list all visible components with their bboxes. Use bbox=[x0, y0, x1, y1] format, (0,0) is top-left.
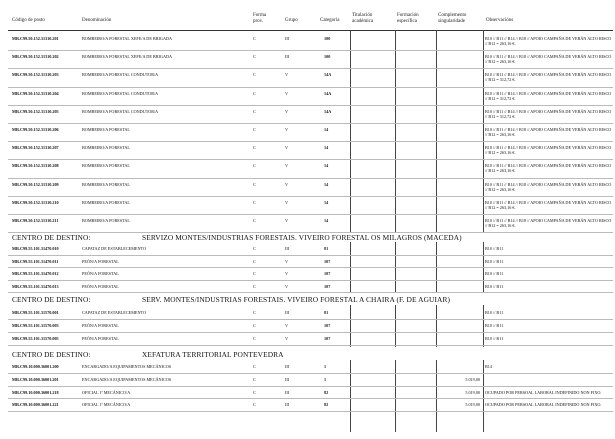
categoria: 14 bbox=[324, 145, 329, 151]
denominacion: ENCARGADO/A EQUIPAMENTOS MECÁNICOS bbox=[82, 376, 172, 382]
denominacion: OFICIAL 1ª MECÁNICO/A bbox=[82, 402, 131, 408]
header-titulacion: Titulación académica bbox=[352, 13, 374, 24]
observacions: B10 // B11 bbox=[485, 310, 504, 315]
header-grupo: Grupo bbox=[285, 18, 298, 23]
grupo: III bbox=[285, 310, 290, 315]
grupo: V bbox=[285, 145, 289, 151]
table-row bbox=[0, 142, 615, 160]
denominacion: PEÓN/A FORESTAL bbox=[82, 271, 119, 276]
denominacion: PEÓN/A FORESTAL bbox=[82, 336, 119, 341]
denominacion: OFICIAL 1ª MECÁNICO/A bbox=[82, 389, 131, 395]
denominacion: PEÓN/A FORESTAL bbox=[82, 258, 119, 264]
denominacion: ENCARGADO/A EQUIPAMENTOS MECÁNICOS bbox=[82, 364, 172, 369]
posto-code: MR.C99.10.000.36001.200 bbox=[12, 364, 59, 369]
forma-prov: C bbox=[253, 376, 256, 382]
observacions: B10 // B11 // B14 // B18 // APOIO CAMPAÑA DE VERÁN ALTO RISCO // B12 = 263,16 €. bbox=[485, 127, 612, 137]
posto-code: MR.C99.50.152.31310.208 bbox=[12, 163, 59, 169]
grupo: III bbox=[285, 376, 290, 382]
categoria: 100 bbox=[324, 36, 331, 41]
grupo: V bbox=[285, 199, 289, 205]
categoria: 1 bbox=[324, 364, 327, 369]
posto-code: MR.C99.50.152.31310.205 bbox=[12, 108, 59, 114]
table-row bbox=[0, 160, 615, 178]
categoria: 14 bbox=[324, 181, 329, 187]
grupo: III bbox=[285, 246, 290, 251]
grupo: V bbox=[285, 258, 289, 264]
posto-code: MR.C99.55.101.31470.010 bbox=[12, 246, 59, 251]
observacions: B10 // B11 bbox=[485, 283, 504, 289]
posto-code: MR.C99.50.152.31310.201 bbox=[12, 36, 59, 41]
header-formacion: Formación específica bbox=[397, 13, 419, 24]
grupo: V bbox=[285, 90, 289, 96]
forma-prov: C bbox=[253, 283, 256, 289]
denominacion: BOMBEIRO/A FORESTAL bbox=[82, 218, 130, 223]
forma-prov: C bbox=[253, 90, 256, 96]
table-row bbox=[0, 51, 615, 69]
grupo: V bbox=[285, 218, 289, 223]
forma-prov: C bbox=[253, 218, 256, 223]
posto-code: MR.C99.50.152.31310.211 bbox=[12, 218, 59, 223]
centro-value: SERV. MONTES/INDUSTRIAS FORESTAIS. VIVEIRO FORESTAL A CHAIRA (F. DE AGUIAR) bbox=[142, 295, 451, 304]
categoria: 107 bbox=[324, 258, 331, 264]
categoria: 14A bbox=[324, 72, 332, 78]
centro-value: SERVIZO MONTES/INDUSTRIAS FORESTAIS. VIVEIRO FORESTAL OS MILAGROS (MACEDA) bbox=[142, 233, 462, 242]
forma-prov: C bbox=[253, 323, 256, 328]
forma-prov: C bbox=[253, 310, 256, 315]
centro-value: XEFATURA TERRITORIAL PONTEVEDRA bbox=[142, 350, 284, 359]
categoria: 14 bbox=[324, 163, 329, 169]
forma-prov: C bbox=[253, 163, 256, 169]
categoria: 100 bbox=[324, 54, 331, 60]
table-row bbox=[0, 69, 615, 87]
posto-code: MR.C99.50.152.31310.209 bbox=[12, 181, 59, 187]
forma-prov: C bbox=[253, 271, 256, 276]
observacions: B10 // B11 // B14 // B18 // APOIO CAMPAÑA DE VERÁN ALTO RISCO // B12 = 263,16 €. bbox=[485, 145, 612, 156]
posto-code: MR.C99.50.152.31310.206 bbox=[12, 127, 59, 132]
denominacion: BOMBEIRO/A FORESTAL bbox=[82, 145, 130, 151]
observacions: OCUPADO POR PERSOAL LABORAL INDEFINIDO NON FIXO. bbox=[485, 389, 602, 395]
posto-code: MR.C99.55.101.31570.005 bbox=[12, 336, 59, 341]
posto-code: MR.C99.10.000.36001.218 bbox=[12, 389, 59, 395]
table-row bbox=[0, 33, 615, 51]
denominacion: PEÓN/A FORESTAL bbox=[82, 283, 119, 289]
denominacion: BOMBEIRO/A FORESTAL bbox=[82, 127, 130, 132]
categoria: 82 bbox=[324, 402, 329, 408]
row-rule bbox=[8, 345, 613, 346]
categoria: 14 bbox=[324, 127, 329, 132]
complemento: 5.019,00 bbox=[465, 376, 480, 382]
posto-code: MR.C99.55.101.31570.003 bbox=[12, 323, 59, 328]
forma-prov: C bbox=[253, 336, 256, 341]
posto-code: MR.C99.10.000.36001.221 bbox=[12, 402, 59, 408]
observacions: B10 // B11 // B14 // B18 // APOIO CAMPAÑA DE VERÁN ALTO RISCO // B12 = 263,16 €. bbox=[485, 199, 612, 210]
categoria: 14 bbox=[324, 199, 329, 205]
forma-prov: C bbox=[253, 36, 256, 41]
categoria: 14 bbox=[324, 218, 329, 223]
observacions: B14 bbox=[485, 364, 492, 369]
denominacion: BOMBEIRO/A FORESTAL bbox=[82, 181, 130, 187]
categoria: 14A bbox=[324, 90, 332, 96]
forma-prov: C bbox=[253, 127, 256, 132]
grupo: V bbox=[285, 271, 289, 276]
table-row bbox=[0, 333, 615, 351]
header-denominacion: Denominación bbox=[82, 18, 112, 23]
grupo: III bbox=[285, 364, 290, 369]
observacions: B10 // B11 // B14 // B18 // APOIO CAMPAÑA DE VERÁN ALTO RISCO // B12 = 263,16 €. bbox=[485, 218, 612, 228]
forma-prov: C bbox=[253, 181, 256, 187]
observacions: B10 // B11 // B14 // B18 // APOIO CAMPAÑA DE VERÁN ALTO RISCO // B12 = 263,16 €. bbox=[485, 54, 612, 65]
categoria: 107 bbox=[324, 323, 331, 328]
forma-prov: C bbox=[253, 108, 256, 114]
observacions: B10 // B11 // B14 // B18 // APOIO CAMPAÑA DE VERÁN ALTO RISCO // B12 = 312,72 €. bbox=[485, 108, 612, 119]
categoria: 107 bbox=[324, 336, 331, 341]
posto-code: MR.C99.50.152.31310.204 bbox=[12, 90, 59, 96]
table-row bbox=[0, 88, 615, 106]
posto-code: MR.C99.50.152.31310.210 bbox=[12, 199, 59, 205]
forma-prov: C bbox=[253, 364, 256, 369]
categoria: 81 bbox=[324, 310, 329, 315]
observacions: B10 // B11 // B14 // B18 // APOIO CAMPAÑA DE VERÁN ALTO RISCO // B12 = 263,16 €. bbox=[485, 163, 612, 174]
grupo: V bbox=[285, 163, 289, 169]
observacions: B10 // B11 bbox=[485, 336, 504, 341]
grupo: III bbox=[285, 36, 290, 41]
posto-code: MR.C99.55.101.31470.012 bbox=[12, 271, 59, 276]
posto-code: MR.C99.50.152.31310.207 bbox=[12, 145, 59, 151]
forma-prov: C bbox=[253, 246, 256, 251]
header-forma: Forma prov. bbox=[253, 13, 267, 24]
denominacion: BOMBEIRO/A FORESTAL CONDUTOR/A bbox=[82, 90, 159, 96]
complemento: 5.019,00 bbox=[465, 402, 480, 408]
grupo: V bbox=[285, 323, 289, 328]
categoria: 82 bbox=[324, 389, 329, 395]
posto-code: MR.C99.55.101.31470.013 bbox=[12, 283, 59, 289]
categoria: 14A bbox=[324, 108, 332, 114]
denominacion: BOMBEIRO/A FORESTAL XEFE/A DE BRIGADA bbox=[82, 54, 173, 60]
row-rule bbox=[8, 292, 613, 293]
grupo: V bbox=[285, 283, 289, 289]
header-codigo: Código de posto bbox=[12, 18, 45, 23]
centro-label: CENTRO DE DESTINO: bbox=[12, 350, 91, 359]
denominacion: BOMBEIRO/A FORESTAL CONDUTOR/A bbox=[82, 108, 159, 114]
grupo: III bbox=[285, 54, 290, 60]
table-row bbox=[0, 197, 615, 215]
observacions: B10 // B11 // B14 // B18 // APOIO CAMPAÑA DE VERÁN ALTO RISCO // B12 = 263,16 €. bbox=[485, 181, 612, 192]
forma-prov: C bbox=[253, 199, 256, 205]
posto-code: MR.C99.50.152.31310.202 bbox=[12, 54, 59, 60]
header-rule bbox=[8, 30, 613, 31]
forma-prov: C bbox=[253, 54, 256, 60]
table-row bbox=[0, 106, 615, 124]
denominacion: CAPATAZ DE ESTABLECEMENTO bbox=[82, 246, 147, 251]
observacions: OCUPADO POR PERSOAL LABORAL INDEFINIDO NON FIXO. bbox=[485, 402, 602, 408]
forma-prov: C bbox=[253, 258, 256, 264]
table-row bbox=[0, 399, 615, 417]
forma-prov: C bbox=[253, 389, 256, 395]
grupo: V bbox=[285, 108, 289, 114]
posto-code: MR.C99.50.152.31310.203 bbox=[12, 72, 59, 78]
forma-prov: C bbox=[253, 72, 256, 78]
table-row bbox=[0, 124, 615, 142]
header-complemento: Complemento singularidade bbox=[438, 13, 467, 24]
row-rule bbox=[8, 411, 613, 412]
table-row bbox=[0, 179, 615, 197]
observacions: B10 // B11 // B14 // B18 // APOIO CAMPAÑA DE VERÁN ALTO RISCO // B12 = 312,72 €. bbox=[485, 72, 612, 83]
forma-prov: C bbox=[253, 402, 256, 408]
categoria: 107 bbox=[324, 271, 331, 276]
header-observacions: Observacións bbox=[486, 18, 514, 23]
observacions: B10 // B11 bbox=[485, 323, 504, 328]
observacions: B10 // B11 // B14 // B18 // APOIO CAMPAÑA DE VERÁN ALTO RISCO // B12 = 312,72 €. bbox=[485, 90, 612, 101]
forma-prov: C bbox=[253, 145, 256, 151]
table-row bbox=[0, 215, 615, 233]
denominacion: CAPATAZ DE ESTABLECEMENTO bbox=[82, 310, 147, 315]
denominacion: PEÓN/A FORESTAL bbox=[82, 323, 119, 328]
categoria: 107 bbox=[324, 283, 331, 289]
grupo: V bbox=[285, 72, 289, 78]
grupo: V bbox=[285, 127, 289, 132]
posto-code: MR.C99.55.101.31470.011 bbox=[12, 258, 59, 264]
grupo: V bbox=[285, 181, 289, 187]
categoria: 81 bbox=[324, 246, 329, 251]
centro-label: CENTRO DE DESTINO: bbox=[12, 295, 91, 304]
grupo: III bbox=[285, 389, 290, 395]
complemento: 5.019,00 bbox=[465, 389, 480, 395]
posto-code: MR.C99.10.000.36001.201 bbox=[12, 376, 59, 382]
denominacion: BOMBEIRO/A FORESTAL bbox=[82, 163, 130, 169]
posto-code: MR.C99.55.101.31570.001 bbox=[12, 310, 59, 315]
grupo: III bbox=[285, 402, 290, 408]
denominacion: BOMBEIRO/A FORESTAL bbox=[82, 199, 130, 205]
denominacion: BOMBEIRO/A FORESTAL CONDUTOR/A bbox=[82, 72, 159, 78]
observacions: B10 // B11 // B14 // B18 // APOIO CAMPAÑA DE VERÁN ALTO RISCO // B12 = 263,16 €. bbox=[485, 36, 612, 46]
header-categoria: Categoría bbox=[320, 18, 340, 23]
observacions: B10 // B11 bbox=[485, 271, 504, 276]
observacions: B10 // B11 bbox=[485, 258, 504, 264]
centro-label: CENTRO DE DESTINO: bbox=[12, 233, 91, 242]
categoria: 1 bbox=[324, 376, 327, 382]
denominacion: BOMBEIRO/A FORESTAL XEFE/A DE BRIGADA bbox=[82, 36, 173, 41]
grupo: V bbox=[285, 336, 289, 341]
observacions: B10 // B11 bbox=[485, 246, 504, 251]
